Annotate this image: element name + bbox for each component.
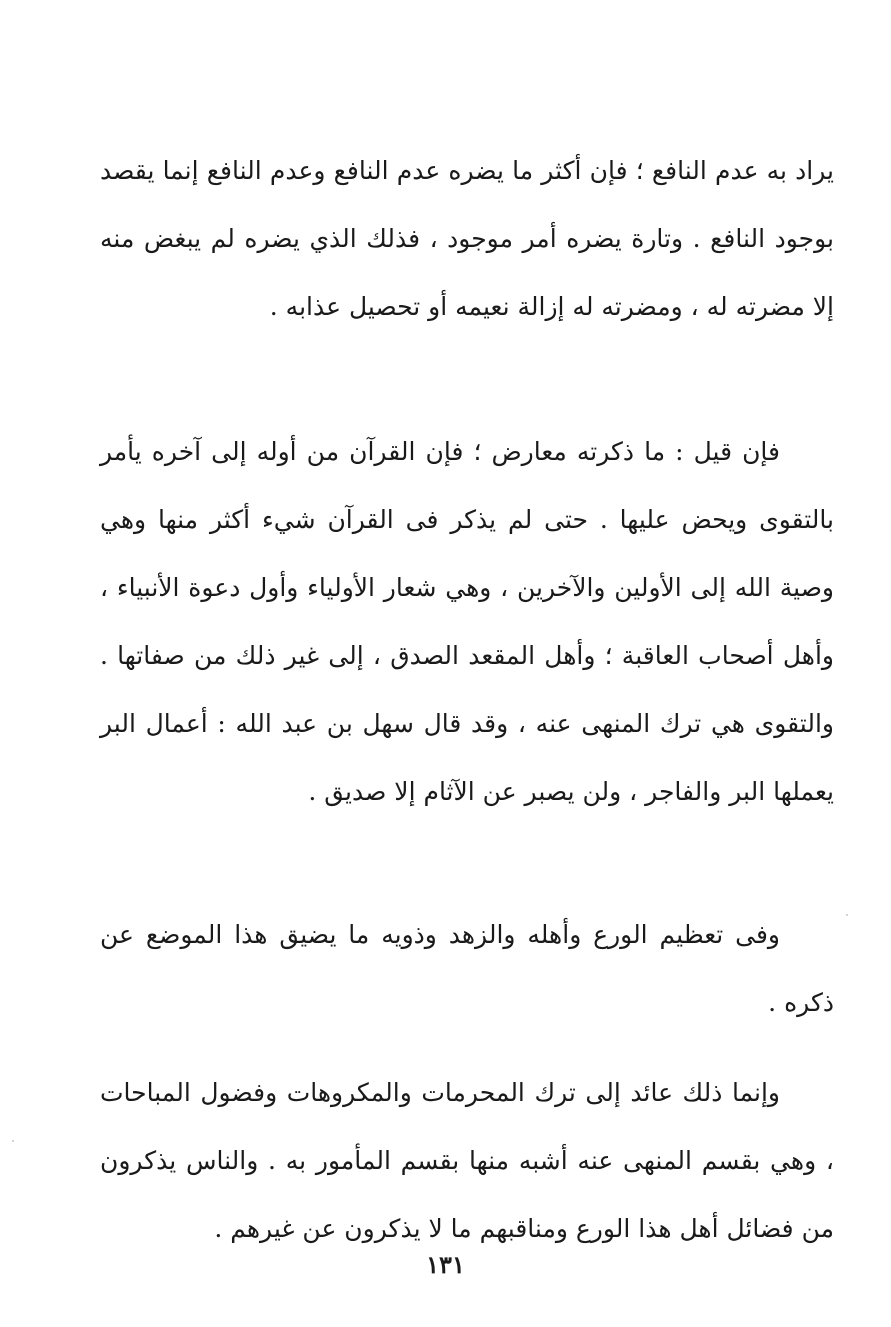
- scan-speck: [12, 1140, 14, 1142]
- paragraph-1: يراد به عدم النافع ؛ فإن أكثر ما يضره عدم النافع وعدم النافع إنما يقصد بوجود النافع . وتارة يضره أمر موجود ، فذلك الذي يضره لم يبغض منه إلا مضرته له ، ومضرته له إزالة نعيمه أو تحصيل عذابه .: [100, 156, 834, 321]
- paragraph-3: وفى تعظيم الورع وأهله والزهد وذويه ما يضيق هذا الموضع عن ذكره .: [100, 920, 834, 1017]
- paragraph-2: فإن قيل : ما ذكرته معارض ؛ فإن القرآن من أوله إلى آخره يأمر بالتقوى ويحض عليها . حتى لم يذكر فى القرآن شيء أكثر منها وهي وصية الله إلى الأولين والآخرين ، وهي شعار الأولياء وأول دعوة الأنبياء ، وأهل أصحاب العاقبة ؛ وأهل المقعد الصدق ، إلى غير ذلك من صفاتها . والتقوى هي ترك المنهى عنه ، وقد قال سهل بن عبد الله : أعمال البر يعملها البر والفاجر ، ولن يصبر عن الآثام إلا صديق .: [100, 437, 834, 806]
- scan-speck: [846, 914, 848, 916]
- paragraph-4: وإنما ذلك عائد إلى ترك المحرمات والمكروهات وفضول المباحات ، وهي بقسم المنهى عنه أشبه منها بقسم المأمور به . والناس يذكرون من فضائل أهل هذا الورع ومناقبهم ما لا يذكرون عن غيرهم .: [100, 1078, 834, 1243]
- page-number: ١٣١: [426, 1250, 465, 1279]
